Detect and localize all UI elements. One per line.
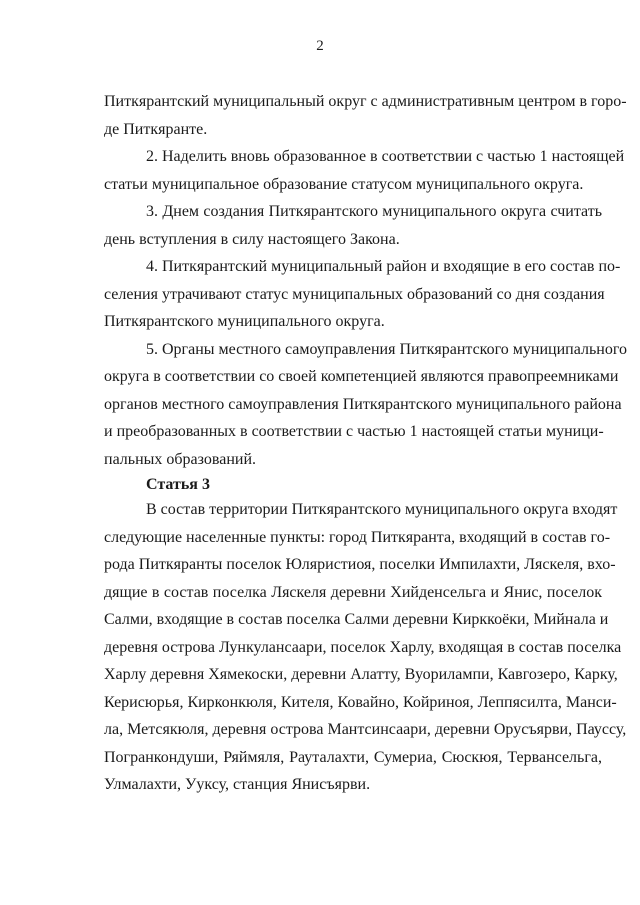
text-line: 3. Днем создания Питкярантского муниципального округа считать — [146, 203, 602, 220]
text-line: Салми, входящие в состав поселка Салми деревни Кирккоёки, Мийнала и — [104, 611, 609, 628]
text-line: рода Питкяранты поселок Юляристиоя, поселки Импилахти, Ляскеля, вхо- — [104, 556, 616, 573]
text-line: Кериcюрья, Кирконкюля, Кителя, Ковайно, Койриноя, Леппясилта, Манси- — [104, 693, 617, 711]
article-heading: Статья 3 — [146, 476, 210, 493]
page-number: 2 — [316, 38, 324, 54]
text-line: Погранкондуши, Ряймяля, Рауталахти, Сумериа, Сюскюя, Тервансельга, — [104, 748, 602, 766]
text-line: статьи муниципальное образование статусом муниципального округа. — [104, 175, 584, 193]
body-text-block-2 — [104, 496, 627, 799]
text-line: В состав территории Питкярантского муниципального округа входят — [146, 501, 618, 518]
body-text-block-1 — [104, 88, 627, 473]
text-line: 5. Органы местного самоуправления Питкярантского муниципального — [146, 340, 627, 358]
text-line: селения утрачивают статус муниципальных образований со дня создания — [104, 285, 605, 303]
text-line: Питкярантский муниципальный округ с административным центром в горо- — [104, 93, 627, 110]
text-line: органов местного самоуправления Питкярантского муниципального района — [104, 395, 622, 413]
text-line: день вступления в силу настоящего Закона. — [104, 230, 400, 248]
text-line: 2. Наделить вновь образованное в соответствии с частью 1 настоящей — [146, 148, 625, 165]
text-line: де Питкяранте. — [104, 120, 208, 138]
text-line: Улмалахти, Ууксу, станция Янисъярви. — [104, 776, 371, 793]
text-line: и преобразованных в соответствии с частью 1 настоящей статьи муници- — [104, 423, 604, 440]
text-line: ла, Метсякюля, деревня острова Мантсинсаари, деревни Орусъярви, Пауссу, — [104, 721, 627, 738]
text-line: деревня острова Лункулансаари, поселок Харлу, входящая в состав поселка — [104, 638, 622, 656]
text-line: следующие населенные пункты: город Питкяранта, входящий в состав го- — [104, 528, 611, 546]
text-line: дящие в состав поселка Ляскеля деревни Хийденсельга и Янис, поселок — [104, 583, 602, 601]
text-line: округа в соответствии со своей компетенцией являются правопреемниками — [104, 368, 619, 385]
text-line: Питкярантского муниципального округа. — [104, 313, 385, 330]
text-line: пальных образований. — [104, 450, 256, 468]
text-line: Харлу деревня Хямекоски, деревни Алатту, Вуорилампи, Кавгозеро, Карку, — [104, 666, 618, 683]
text-line: 4. Питкярантский муниципальный район и входящие в его состав по- — [146, 258, 621, 275]
